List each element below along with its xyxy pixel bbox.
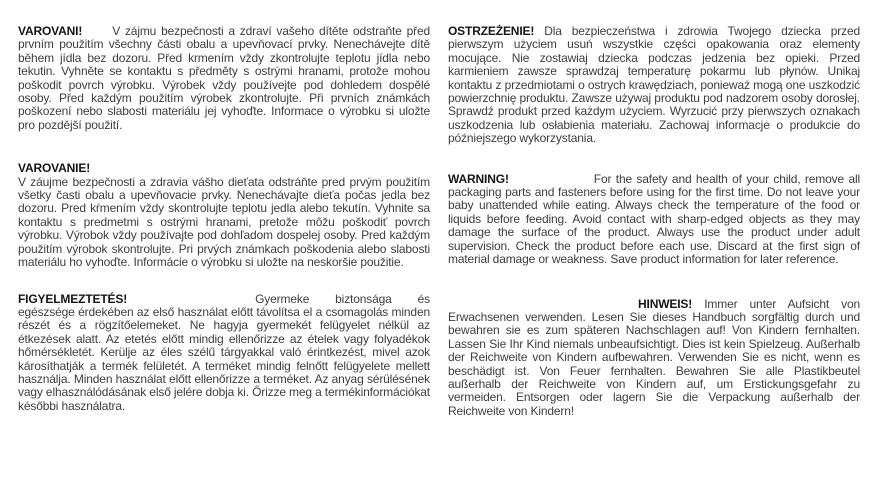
- section-heading-hungarian: FIGYELMEZTETÉS!: [18, 291, 128, 306]
- section-warning-slovak: [18, 162, 430, 269]
- section-body-german: Immer unter Aufsicht von Erwachsenen verwenden. Lesen Sie dieses Handbuch sorgfältig durch und bewahren sie es zum späteren Nachschlagen auf! Von Kindern fernhalten. Lassen Sie Ihr Kind niemals unbeaufsichtigt. Dies ist kein Spielzeug. Außerhalb der Reichweite von Kindern aufbewahren. Verwenden Sie es nicht, wenn es beschädigt ist. Von Feuer fernhalten. Bewahren Sie alle Plastikbeutel außerhalb der Reichweite von Kindern auf, um Erstickungsgefahr zu vermeiden. Entsorgen oder lagern Sie die Verpackung außerhalb der Reichweite von Kindern!: [448, 296, 860, 418]
- section-body-english: For the safety and health of your child, remove all packaging parts and fasteners before using for the first time. Do not leave your baby unattended while eating. Always check the temperature of the food or liquids before feeding. Avoid contact with sharp-edged objects as they may damage the surface of the product. Always use the product under adult supervision. Check the product before each use. Discard at the first sign of material damage or weakness. Save product information for later reference.: [448, 171, 860, 267]
- section-warning-german: [448, 298, 860, 419]
- warning-paragraph-english: [448, 173, 860, 267]
- section-heading-czech: VAROVANI!: [18, 24, 83, 38]
- right-column: [448, 25, 860, 494]
- section-body-czech: V zájmu bezpečnosti a zdraví vašeho dítěte odstraňte před prvním použitím všechny části obalu a upevňovací prvky. Nenechávejte dítě během jídla bez dozoru. Před krmením vždy zkontrolujte teplotu jídla nebo tekutin. Vyhněte se kontaktu s předměty s ostrými hranami, protože mohou poškodit povrch výrobku. Výrobek vždy používejte pod dohledem dospělé osoby. Před každým použitím výrobek zkontrolujte. Při prvních známkách poškození nebo slabosti materiálu jej vyhoďte. Informace o výrobku si uložte pro pozdější použití.: [18, 24, 430, 132]
- warning-paragraph-polish: [448, 25, 860, 146]
- section-warning-czech: [18, 25, 430, 132]
- left-column: [18, 25, 430, 494]
- section-warning-english: [448, 173, 860, 267]
- warning-paragraph-slovak: [18, 162, 430, 269]
- section-warning-polish: [448, 25, 860, 146]
- section-heading-english: WARNING!: [448, 171, 509, 186]
- section-warning-hungarian: [18, 293, 430, 414]
- warning-paragraph-hungarian: [18, 293, 430, 414]
- section-heading-polish: OSTRZEŻENIE!: [448, 24, 535, 38]
- section-body-hungarian: Gyermeke biztonsága és egészsége érdekében az első használat előtt távolítsa el a csomagolás minden részét és a rögzítőelemeket. Ne hagyja gyermekét felügyelet nélkül az étkezések alatt. Az etetés előtt mindig ellenőrizze az ételek vagy folyadékok hőmérsékletét. Kerülje az éles szélű tárgyakkal való érintkezést, mivel azok károsíthatják a termék felületét. A terméket mindig felnőtt felügyelete mellett használja. Minden használat előtt ellenőrizze a terméket. Az anyag sérülésének vagy elhasználódásának első jelére dobja ki. Őrizze meg a termékinformációkat későbbi használatra.: [18, 291, 430, 413]
- section-body-polish: Dla bezpieczeństwa i zdrowia Twojego dziecka przed pierwszym użyciem usuń wszystkie części opakowania oraz elementy mocujące. Nie zostawiaj dziecka podczas jedzenia bez opieki. Przed karmieniem zawsze sprawdzaj temperaturę pokarmu lub płynów. Unikaj kontaktu z przedmiotami o ostrych krawędziach, ponieważ mogą one uszkodzić powierzchnię produktu. Zawsze używaj produktu pod nadzorem osoby dorosłej. Sprawdź produkt przed każdym użyciem. Wyrzucić przy pierwszych oznakach uszkodzenia lub osłabienia materiału. Zachowaj informacje o produkcie do późniejszego wykorzystania.: [448, 24, 861, 146]
- section-body-slovak: V záujme bezpečnosti a zdravia vášho dieťata odstráňte pred prvým použitím všetky časti obalu a upevňovacie prvky. Nenechávajte dieťa počas jedla bez dozoru. Pred kŕmením vždy skontrolujte teplotu jedla alebo tekutín. Vyhnite sa kontaktu s predmetmi s ostrými hranami, pretože môžu poškodiť povrch výrobku. Výrobok vždy používajte pod dohľadom dospelej osoby. Pred každým použitím výrobok skontrolujte. Pri prvých známkach poškodenia alebo slabosti materiálu ho vyhoďte. Informácie o výrobku si uložte na neskoršie použitie.: [18, 174, 430, 270]
- section-heading-slovak: VAROVANIE!: [18, 161, 91, 176]
- warning-paragraph-german: [448, 298, 860, 419]
- section-heading-german: HINWEIS!: [638, 296, 693, 311]
- warning-paragraph-czech: [18, 25, 430, 132]
